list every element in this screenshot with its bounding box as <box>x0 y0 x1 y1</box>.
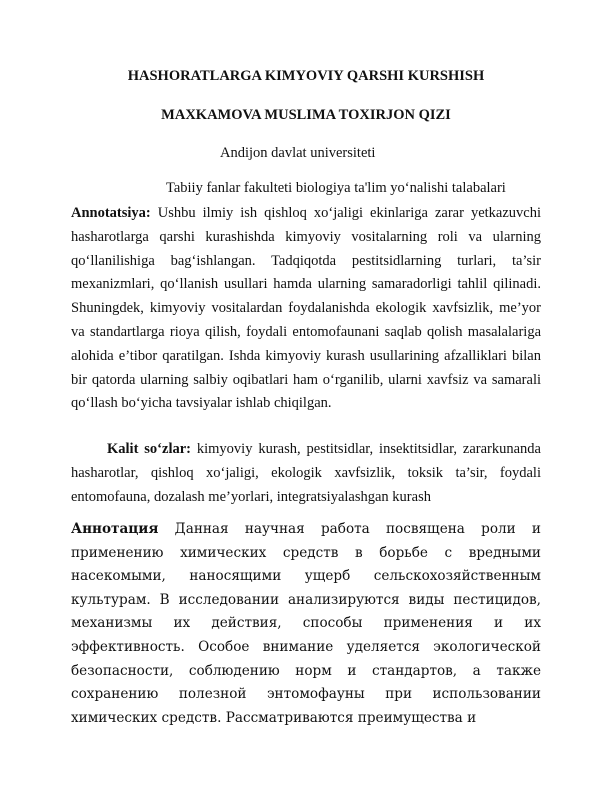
keywords-label: Kalit so‘zlar: <box>107 441 191 457</box>
abstract-uzbek-text: Ushbu ilmiy ish qishloq xo‘jaligi ekinlariga zarar yetkazuvchi hasharotlarga qarshi kurashishda kimyoviy vositalarning roli va ularning qo‘llanilishiga bag‘ishlangan. Tadqiqotda pestitsidlarning turlari, ta’sir mexanizmlari, qo‘llanish usullari hamda ularning samaradorligi tahlil qilinadi. Shuningdek, kimyoviy vositalardan foydalanishda ekologik xavfsizlik, me’yor va standartlarga rioya qilish, foydali entomofaunani saqlab qolish masalalariga alohida e’tibor qaratilgan. Ishda kimyoviy kurash usullarining afzalliklari bilan bir qatorda ularning salbiy oqibatlari ham o‘rganilib, ularni xavfsiz va samarali qo‘llash bo‘yicha tavsiyalar ishlab chiqilgan. <box>71 205 541 412</box>
faculty-affiliation: Tabiiy fanlar fakulteti biologiya ta'lim yo‘nalishi talabalari <box>166 180 506 196</box>
abstract-russian <box>71 518 541 730</box>
abstract-russian-text: Данная научная работа посвящена роли и применению химических средств в борьбе с вредными насекомыми, наносящими ущерб сельскохозяйственным культурам. В исследовании анализируются виды пестицидов, механизмы их действия, способы применения и их эффективность. Особое внимание уделяется экологической безопасности, соблюдению норм и стандартов, а также сохранению полезной энтомофауны при использовании химических средств. Рассматриваются преимущества и <box>71 521 541 726</box>
keywords-paragraph <box>71 438 541 509</box>
author-name: MAXKAMOVA MUSLIMA TOXIRJON QIZI <box>161 107 451 123</box>
keywords-text: kimyoviy kurash, pestitsidlar, insektitsidlar, zararkunanda hasharotlar, qishloq xo‘jaligi, ekologik xavfsizlik, toksik ta’sir, foydali entomofauna, dozalash me’yorlari, integratsiyalashgan kurash <box>71 441 541 505</box>
abstract-russian-label: Аннотация <box>71 521 159 537</box>
paper-title: HASHORATLARGA KIMYOVIY QARSHI KURSHISH <box>127 68 485 84</box>
abstract-uzbek-label: Annotatsiya: <box>71 205 151 221</box>
university-name: Andijon davlat universiteti <box>220 145 376 161</box>
abstract-uzbek <box>71 202 541 416</box>
